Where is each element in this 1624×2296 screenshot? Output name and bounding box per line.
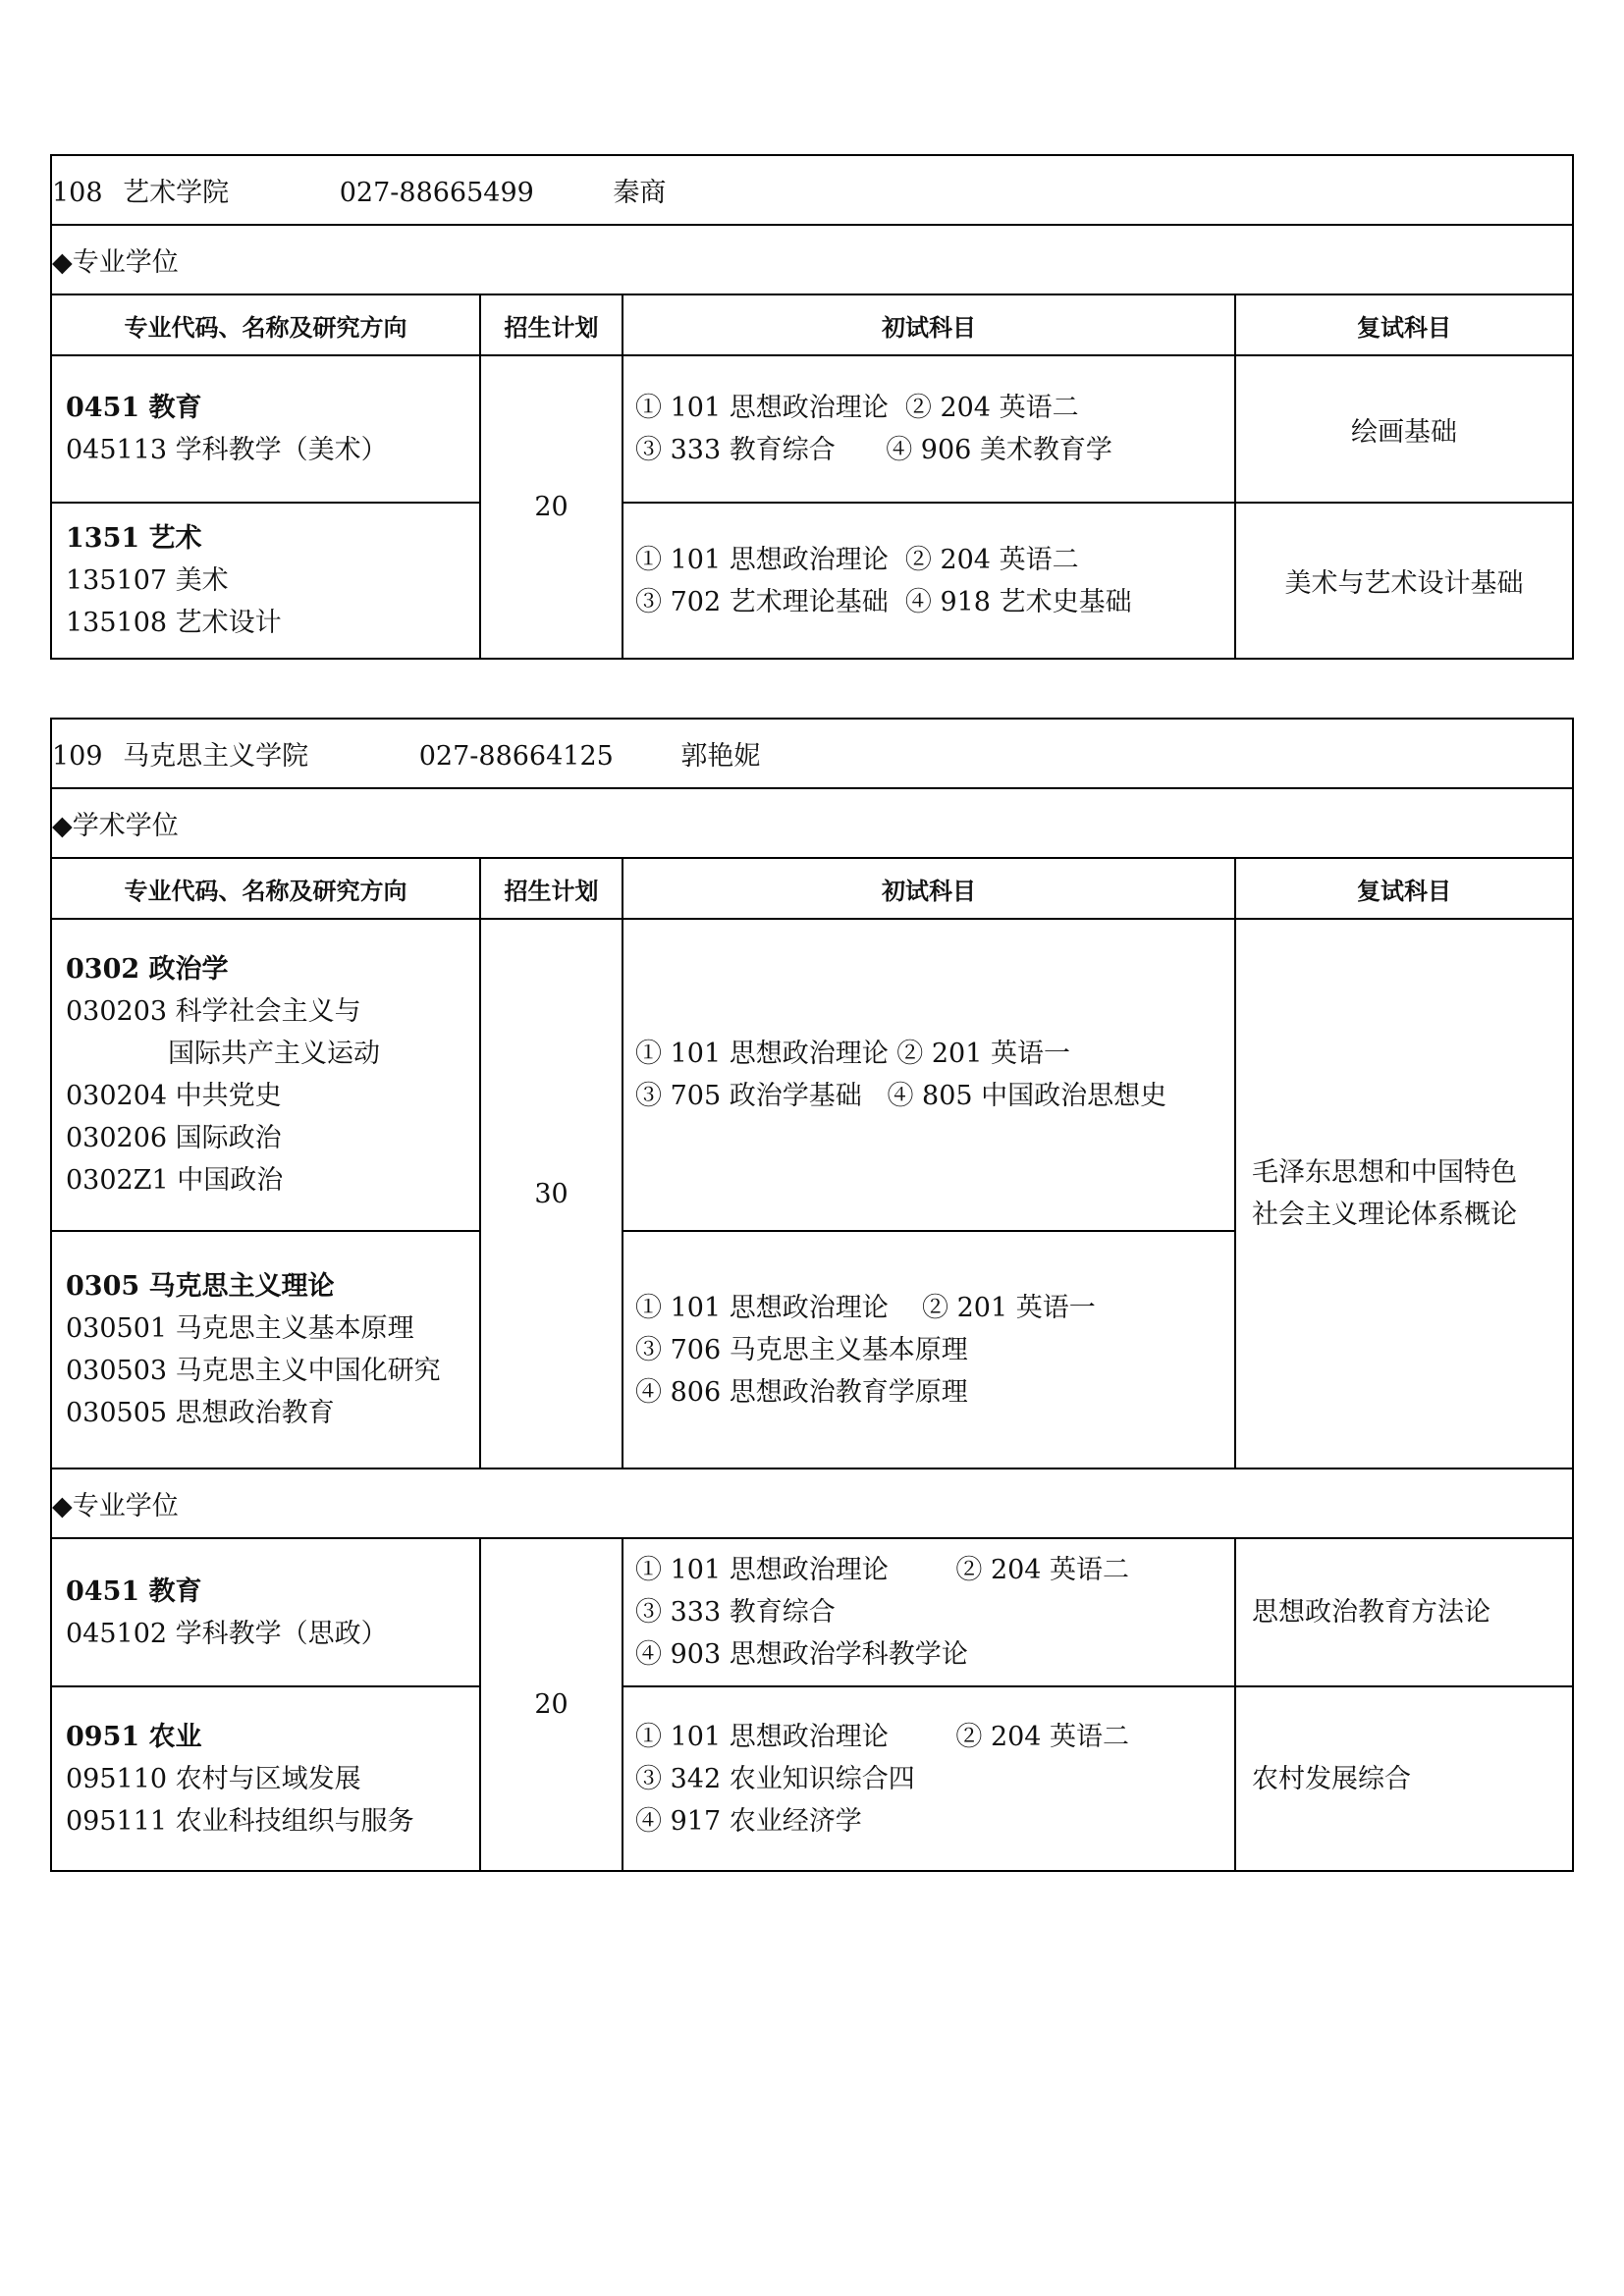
program-row <box>51 503 1573 659</box>
column-headers <box>51 858 1573 919</box>
section-row <box>51 1468 1573 1538</box>
section-row <box>51 225 1573 294</box>
exam-line: ① 101 思想政治理论 ② 204 英语二 <box>635 393 1079 423</box>
section-label: ◆学术学位 <box>51 788 1573 858</box>
exam-line: ③ 706 马克思主义基本原理 <box>635 1334 968 1365</box>
college-name: 艺术学院 <box>123 178 230 208</box>
college-contact: 秦商 <box>613 178 667 208</box>
exam-cell <box>623 1686 1235 1871</box>
college-phone: 027-88665499 <box>339 178 534 208</box>
exam-line: ① 101 思想政治理论 ② 204 英语二 <box>635 544 1079 575</box>
retest-subject: 美术与艺术设计基础 <box>1235 503 1573 659</box>
college-header <box>51 155 1573 225</box>
program-direction: 0302Z1 中国政治 <box>66 1165 284 1196</box>
retest-subject: 农村发展综合 <box>1235 1686 1573 1871</box>
college-header <box>51 719 1573 788</box>
exam-line: ③ 342 农业知识综合四 <box>635 1763 915 1794</box>
college-phone: 027-88664125 <box>418 741 614 772</box>
exam-line: ③ 333 教育综合 ④ 906 美术教育学 <box>635 435 1112 465</box>
college-code: 109 <box>52 741 103 772</box>
program-direction: 030501 马克思主义基本原理 <box>66 1313 414 1344</box>
exam-cell <box>623 355 1235 503</box>
college-code: 108 <box>52 178 103 208</box>
exam-cell <box>623 503 1235 659</box>
program-cell <box>51 919 480 1231</box>
program-title: 1351 艺术 <box>66 523 202 554</box>
program-row <box>51 919 1573 1231</box>
retest-cell <box>1235 919 1573 1468</box>
exam-line: ③ 705 政治学基础 ④ 805 中国政治思想史 <box>635 1081 1167 1111</box>
exam-line: ④ 903 思想政治学科教学论 <box>635 1639 968 1670</box>
section-row <box>51 788 1573 858</box>
program-cell <box>51 1231 480 1468</box>
exam-cell <box>623 1231 1235 1468</box>
exam-line: ① 101 思想政治理论 ② 201 英语一 <box>635 1292 1096 1323</box>
program-cell <box>51 503 480 659</box>
enrollment-plan: 30 <box>480 919 623 1468</box>
program-title: 0302 政治学 <box>66 954 229 985</box>
enrollment-plan: 20 <box>480 355 623 659</box>
program-direction: 030503 马克思主义中国化研究 <box>66 1356 441 1386</box>
exam-line: ④ 806 思想政治教育学原理 <box>635 1376 968 1408</box>
program-cell <box>51 1538 480 1686</box>
column-header-program: 专业代码、名称及研究方向 <box>51 858 480 919</box>
program-title: 0305 马克思主义理论 <box>66 1271 335 1302</box>
program-title: 0451 教育 <box>66 393 202 423</box>
college-109-table <box>50 718 1574 1872</box>
program-row <box>51 1538 1573 1686</box>
college-contact: 郭艳妮 <box>680 741 761 772</box>
retest-subject: 思想政治教育方法论 <box>1235 1538 1573 1686</box>
column-header-program: 专业代码、名称及研究方向 <box>51 294 480 355</box>
program-direction: 030203 科学社会主义与 <box>66 996 361 1027</box>
program-direction: 135107 美术 <box>66 565 229 596</box>
exam-cell <box>623 1538 1235 1686</box>
program-cell <box>51 1686 480 1871</box>
exam-line: ① 101 思想政治理论 ② 204 英语二 <box>635 1555 1130 1585</box>
program-direction: 国际共产主义运动 <box>168 1039 380 1069</box>
program-row <box>51 1686 1573 1871</box>
section-label: ◆专业学位 <box>51 225 1573 294</box>
enrollment-plan: 20 <box>480 1538 623 1871</box>
column-headers <box>51 294 1573 355</box>
retest-line: 社会主义理论体系概论 <box>1252 1200 1517 1230</box>
column-header-plan: 招生计划 <box>480 858 623 919</box>
column-header-retest: 复试科目 <box>1235 294 1573 355</box>
program-direction: 095110 农村与区域发展 <box>66 1763 361 1794</box>
exam-line: ③ 333 教育综合 <box>635 1597 836 1628</box>
exam-line: ① 101 思想政治理论 ② 204 英语二 <box>635 1721 1130 1752</box>
exam-line: ① 101 思想政治理论 ② 201 英语一 <box>635 1039 1070 1069</box>
program-row <box>51 355 1573 503</box>
section-label: ◆专业学位 <box>51 1468 1573 1538</box>
program-direction: 045102 学科教学（思政） <box>66 1618 388 1649</box>
program-title: 0951 农业 <box>66 1721 202 1752</box>
program-direction: 030206 国际政治 <box>66 1123 282 1153</box>
program-direction: 030505 思想政治教育 <box>66 1398 335 1428</box>
retest-line: 毛泽东思想和中国特色 <box>1252 1157 1517 1188</box>
program-title: 0451 教育 <box>66 1575 202 1607</box>
program-direction: 095111 农业科技组织与服务 <box>66 1805 414 1837</box>
program-direction: 135108 艺术设计 <box>66 608 282 638</box>
program-direction: 045113 学科教学（美术） <box>66 435 388 465</box>
college-name: 马克思主义学院 <box>123 741 309 772</box>
column-header-exams: 初试科目 <box>623 294 1235 355</box>
column-header-retest: 复试科目 <box>1235 858 1573 919</box>
exam-cell <box>623 919 1235 1231</box>
college-108-table <box>50 154 1574 660</box>
column-header-exams: 初试科目 <box>623 858 1235 919</box>
column-header-plan: 招生计划 <box>480 294 623 355</box>
exam-line: ④ 917 农业经济学 <box>635 1805 862 1837</box>
exam-line: ③ 702 艺术理论基础 ④ 918 艺术史基础 <box>635 586 1132 617</box>
retest-subject: 绘画基础 <box>1235 355 1573 503</box>
program-direction: 030204 中共党史 <box>66 1081 282 1111</box>
program-cell <box>51 355 480 503</box>
